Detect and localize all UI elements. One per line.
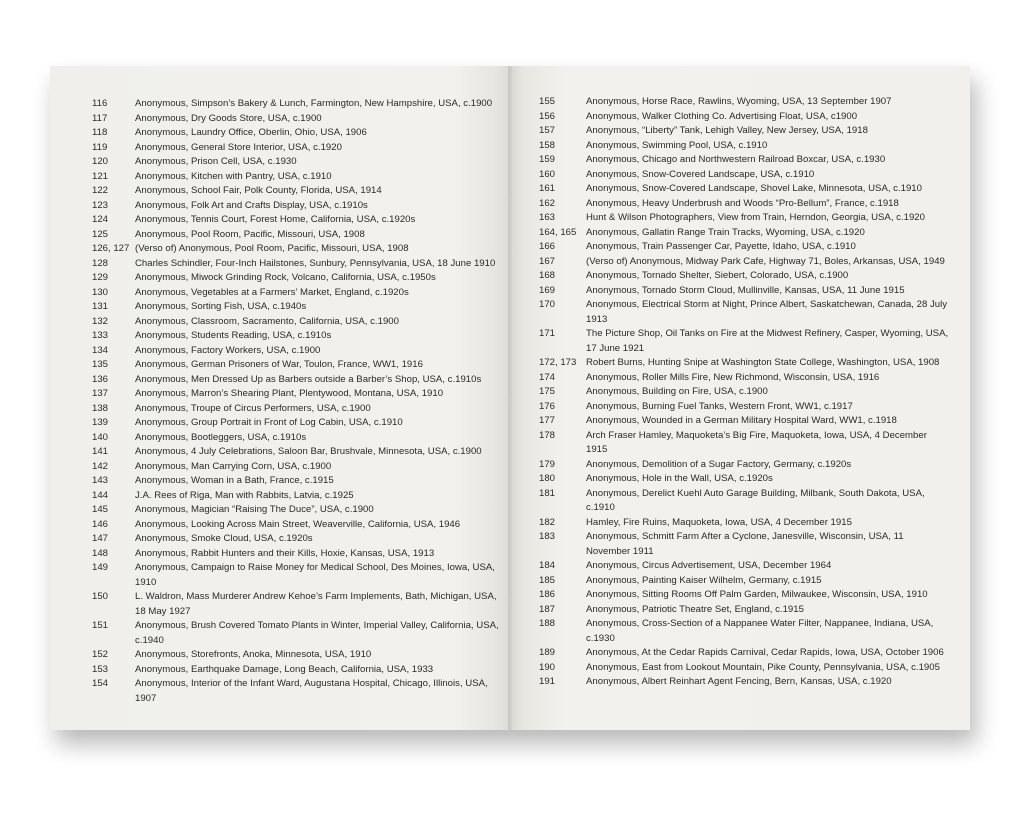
plate-caption: Anonymous, East from Lookout Mountain, Pike County, Pennsylvania, USA, c.1905 [586, 661, 940, 673]
plate-number: 141 [92, 446, 109, 457]
caption-entry [92, 503, 500, 518]
caption-entry [92, 358, 500, 373]
plate-caption: (Verso of) Anonymous, Pool Room, Pacific, Missouri, USA, 1908 [135, 243, 409, 254]
plate-number: 119 [92, 141, 108, 153]
plate-caption: Anonymous, Vegetables at a Farmers’ Market, England, c.1920s [135, 286, 409, 298]
plate-caption: Anonymous, Miwock Grinding Rock, Volcano, California, USA, c.1950s [135, 272, 436, 283]
binding-stitch [509, 196, 511, 202]
plate-number: 191 [539, 676, 556, 687]
plate-caption: Anonymous, Men Dressed Up as Barbers outside a Barber’s Shop, USA, c.1910s [135, 373, 482, 385]
plate-number: 148 [92, 547, 109, 559]
plate-caption: Anonymous, Sorting Fish, USA, c.1940s [135, 301, 307, 312]
plate-caption: Anonymous, Albert Reinhart Agent Fencing, Bern, Kansas, USA, c.1920 [586, 676, 892, 687]
plate-number: 172, 173 [539, 357, 577, 368]
plate-number: 132 [92, 315, 109, 327]
caption-entry [92, 286, 500, 301]
caption-entry [539, 617, 949, 646]
plate-number: 188 [539, 618, 556, 629]
plate-number: 124 [92, 214, 109, 225]
caption-entry [539, 414, 949, 429]
plate-caption: Anonymous, Tennis Court, Forest Home, California, USA, c.1920s [135, 214, 416, 225]
plate-caption: Anonymous, Circus Advertisement, USA, December 1964 [586, 560, 832, 571]
plate-number: 154 [92, 678, 109, 689]
plate-caption: Anonymous, Chicago and Northwestern Railroad Boxcar, USA, c.1930 [586, 154, 886, 165]
binding-stitch [509, 396, 511, 402]
plate-caption: L. Waldron, Mass Murderer Andrew Kehoe’s Farm Implements, Bath, Michigan, USA, 18 May 1927 [135, 591, 497, 617]
plate-number: 135 [92, 359, 109, 370]
plate-number: 168 [539, 270, 556, 281]
right-caption-list [539, 95, 949, 690]
plate-caption: Anonymous, Kitchen with Pantry, USA, c.1910 [135, 170, 332, 182]
caption-entry [539, 139, 949, 154]
plate-number: 120 [92, 156, 109, 167]
plate-caption: The Picture Shop, Oil Tanks on Fire at the Midwest Refinery, Casper, Wyoming, USA, 17 June 1921 [586, 328, 949, 354]
plate-number: 176 [539, 400, 556, 412]
caption-entry [539, 110, 949, 125]
plate-caption: Anonymous, Derelict Kuehl Auto Garage Building, Milbank, South Dakota, USA, c.1910 [586, 487, 925, 513]
plate-caption: Hunt & Wilson Photographers, View from Train, Herndon, Georgia, USA, c.1920 [586, 212, 925, 223]
caption-entry [539, 530, 949, 559]
plate-caption: Anonymous, Group Portrait in Front of Log Cabin, USA, c.1910 [135, 417, 403, 428]
plate-number: 155 [539, 96, 556, 107]
plate-number: 134 [92, 344, 109, 356]
plate-number: 178 [539, 429, 556, 441]
plate-number: 159 [539, 154, 556, 165]
caption-entry [92, 112, 500, 127]
caption-entry [539, 153, 949, 168]
open-book [50, 66, 970, 730]
caption-entry [92, 141, 500, 156]
plate-caption: Anonymous, Students Reading, USA, c.1910s [135, 330, 332, 341]
caption-entry [539, 255, 949, 270]
plate-caption: Anonymous, Storefronts, Anoka, Minnesota, USA, 1910 [135, 649, 372, 660]
caption-entry [92, 271, 500, 286]
caption-entry [539, 516, 949, 531]
plate-caption: Anonymous, General Store Interior, USA, c.1920 [135, 141, 342, 153]
plate-caption: Anonymous, Pool Room, Pacific, Missouri, USA, 1908 [135, 228, 365, 240]
plate-number: 122 [92, 185, 109, 196]
caption-entry [92, 213, 500, 228]
plate-number: 130 [92, 286, 109, 298]
caption-entry [92, 460, 500, 475]
plate-number: 163 [539, 212, 556, 223]
plate-caption: Anonymous, Folk Art and Crafts Display, USA, c.1910s [135, 199, 368, 211]
caption-entry [539, 240, 949, 255]
caption-entry [92, 387, 500, 402]
plate-caption: Anonymous, Heavy Underbrush and Woods “Pro-Bellum”, France, c.1918 [586, 197, 899, 209]
plate-caption: Anonymous, School Fair, Polk County, Florida, USA, 1914 [135, 185, 382, 196]
plate-caption: Anonymous, Marron’s Shearing Plant, Plentywood, Montana, USA, 1910 [135, 388, 444, 399]
plate-number: 166 [539, 241, 556, 252]
caption-entry [539, 559, 949, 574]
plate-number: 174 [539, 371, 556, 383]
caption-entry [539, 371, 949, 386]
plate-caption: Anonymous, Laundry Office, Oberlin, Ohio, USA, 1906 [135, 127, 367, 138]
caption-entry [92, 416, 500, 431]
plate-caption: Anonymous, Painting Kaiser Wilhelm, Germany, c.1915 [586, 574, 822, 586]
plate-caption: Anonymous, German Prisoners of War, Toulon, France, WW1, 1916 [135, 359, 423, 370]
plate-number: 186 [539, 589, 556, 600]
plate-number: 145 [92, 504, 109, 515]
plate-number: 146 [92, 518, 109, 530]
plate-number: 143 [92, 475, 109, 486]
caption-entry [539, 429, 949, 458]
caption-entry [92, 445, 500, 460]
right-page [510, 66, 970, 730]
plate-number: 153 [92, 663, 109, 675]
caption-entry [92, 344, 500, 359]
plate-number: 151 [92, 620, 109, 631]
caption-entry [92, 373, 500, 388]
plate-caption: Anonymous, Cross-Section of a Nappanee Water Filter, Nappanee, Indiana, USA, c.1930 [586, 618, 934, 644]
plate-number: 179 [539, 458, 556, 470]
plate-number: 170 [539, 299, 556, 310]
plate-caption: Anonymous, Rabbit Hunters and their Kills, Hoxie, Kansas, USA, 1913 [135, 547, 435, 559]
plate-number: 139 [92, 417, 109, 428]
caption-entry [92, 329, 500, 344]
plate-number: 182 [539, 516, 556, 528]
plate-caption: Anonymous, Bootleggers, USA, c.1910s [135, 431, 307, 443]
plate-caption: Robert Burns, Hunting Snipe at Washington State College, Washington, USA, 1908 [586, 357, 940, 368]
plate-caption: Anonymous, Horse Race, Rawlins, Wyoming, USA, 13 September 1907 [586, 96, 892, 107]
caption-entry [539, 95, 949, 110]
plate-caption: Anonymous, Electrical Storm at Night, Prince Albert, Saskatchewan, Canada, 28 July 1913 [586, 299, 948, 325]
plate-number: 131 [92, 301, 109, 312]
plate-number: 158 [539, 139, 556, 151]
plate-caption: Anonymous, Troupe of Circus Performers, USA, c.1900 [135, 402, 371, 414]
plate-number: 136 [92, 373, 109, 385]
plate-caption: Charles Schindler, Four-Inch Hailstones, Sunbury, Pennsylvania, USA, 18 June 1910 [135, 257, 496, 269]
plate-caption: Anonymous, “Liberty” Tank, Lehigh Valley, New Jersey, USA, 1918 [586, 125, 868, 136]
caption-entry [92, 199, 500, 214]
plate-caption: Anonymous, Snow-Covered Landscape, Shovel Lake, Minnesota, USA, c.1910 [586, 183, 922, 194]
caption-entry [539, 284, 949, 299]
caption-entry [92, 257, 500, 272]
plate-number: 189 [539, 647, 556, 658]
caption-entry [539, 182, 949, 197]
caption-entry [539, 385, 949, 400]
plate-number: 121 [92, 170, 109, 182]
caption-entry [539, 675, 949, 690]
plate-number: 149 [92, 562, 109, 573]
plate-number: 190 [539, 661, 556, 673]
plate-number: 183 [539, 531, 556, 542]
caption-entry [539, 400, 949, 415]
plate-caption: Anonymous, Prison Cell, USA, c.1930 [135, 156, 297, 167]
plate-caption: Anonymous, Wounded in a German Military Hospital Ward, WW1, c.1918 [586, 415, 897, 426]
caption-entry [539, 124, 949, 139]
plate-caption: Anonymous, Interior of the Infant Ward, Augustana Hospital, Chicago, Illinois, USA, 1907 [135, 678, 488, 704]
plate-number: 116 [92, 98, 108, 109]
plate-number: 138 [92, 402, 109, 414]
caption-entry [539, 226, 949, 241]
plate-number: 144 [92, 489, 109, 501]
plate-caption: Anonymous, Simpson’s Bakery & Lunch, Farmington, New Hampshire, USA, c.1900 [135, 98, 493, 109]
plate-number: 133 [92, 330, 109, 341]
caption-entry [539, 472, 949, 487]
left-page [50, 66, 510, 730]
caption-entry [539, 458, 949, 473]
caption-entry [92, 619, 500, 648]
plate-caption: Anonymous, Walker Clothing Co. Advertising Float, USA, c1900 [586, 110, 858, 122]
caption-entry [92, 97, 500, 112]
caption-entry [539, 588, 949, 603]
plate-number: 184 [539, 560, 556, 571]
plate-caption: Anonymous, Schmitt Farm After a Cyclone, Janesville, Wisconsin, USA, 11 November 1911 [586, 531, 904, 557]
caption-entry [92, 170, 500, 185]
caption-entry [539, 603, 949, 618]
plate-number: 137 [92, 388, 109, 399]
plate-number: 169 [539, 284, 556, 296]
plate-caption: J.A. Rees of Riga, Man with Rabbits, Latvia, c.1925 [135, 489, 354, 501]
plate-caption: Anonymous, 4 July Celebrations, Saloon Bar, Brushvale, Minnesota, USA, c.1900 [135, 446, 482, 457]
plate-number: 162 [539, 197, 556, 209]
caption-entry [92, 126, 500, 141]
plate-caption: Anonymous, Looking Across Main Street, Weaverville, California, USA, 1946 [135, 518, 461, 530]
caption-entry [92, 242, 500, 257]
caption-entry [92, 648, 500, 663]
plate-caption: Anonymous, Woman in a Bath, France, c.1915 [135, 475, 334, 486]
plate-number: 175 [539, 386, 556, 397]
caption-entry [92, 677, 500, 706]
plate-caption: Anonymous, Man Carrying Corn, USA, c.1900 [135, 460, 332, 472]
plate-caption: Anonymous, Burning Fuel Tanks, Western Front, WW1, c.1917 [586, 400, 853, 412]
plate-caption: Anonymous, At the Cedar Rapids Carnival, Cedar Rapids, Iowa, USA, October 1906 [586, 647, 944, 658]
plate-number: 152 [92, 649, 109, 660]
caption-entry [539, 356, 949, 371]
plate-caption: Anonymous, Train Passenger Car, Payette, Idaho, USA, c.1910 [586, 241, 856, 252]
left-caption-list [92, 97, 500, 706]
plate-number: 177 [539, 415, 556, 426]
caption-entry [92, 547, 500, 562]
plate-number: 161 [539, 183, 556, 194]
plate-number: 185 [539, 574, 556, 586]
plate-number: 147 [92, 533, 109, 544]
binding-stitch [509, 596, 511, 602]
plate-caption: Anonymous, Tornado Storm Cloud, Mullinville, Kansas, USA, 11 June 1915 [586, 284, 905, 296]
caption-entry [92, 431, 500, 446]
caption-entry [539, 298, 949, 327]
plate-number: 187 [539, 603, 556, 615]
plate-caption: Anonymous, Swimming Pool, USA, c.1910 [586, 139, 768, 151]
plate-number: 171 [539, 328, 556, 339]
plate-caption: Anonymous, Tornado Shelter, Siebert, Colorado, USA, c.1900 [586, 270, 849, 281]
plate-caption: Anonymous, Dry Goods Store, USA, c.1900 [135, 112, 322, 124]
caption-entry [92, 518, 500, 533]
plate-number: 126, 127 [92, 243, 130, 254]
caption-entry [539, 327, 949, 356]
caption-entry [92, 474, 500, 489]
plate-number: 128 [92, 257, 109, 269]
plate-number: 118 [92, 127, 108, 138]
caption-entry [539, 574, 949, 589]
caption-entry [539, 168, 949, 183]
plate-caption: (Verso of) Anonymous, Midway Park Cafe, Highway 71, Boles, Arkansas, USA, 1949 [586, 255, 945, 267]
plate-number: 117 [92, 112, 108, 124]
plate-caption: Anonymous, Classroom, Sacramento, California, USA, c.1900 [135, 315, 399, 327]
plate-number: 160 [539, 168, 556, 180]
caption-entry [539, 661, 949, 676]
plate-caption: Anonymous, Factory Workers, USA, c.1900 [135, 344, 321, 356]
plate-caption: Anonymous, Snow-Covered Landscape, USA, c.1910 [586, 168, 815, 180]
plate-number: 123 [92, 199, 109, 211]
caption-entry [92, 489, 500, 504]
caption-entry [92, 155, 500, 170]
plate-caption: Arch Fraser Hamley, Maquoketa’s Big Fire, Maquoketa, Iowa, USA, 4 December 1915 [586, 429, 927, 455]
plate-number: 125 [92, 228, 109, 240]
caption-entry [539, 197, 949, 212]
plate-number: 180 [539, 473, 556, 484]
plate-caption: Anonymous, Earthquake Damage, Long Beach, California, USA, 1933 [135, 663, 434, 675]
plate-number: 167 [539, 255, 556, 267]
caption-entry [92, 300, 500, 315]
caption-entry [92, 663, 500, 678]
plate-number: 156 [539, 110, 556, 122]
plate-caption: Anonymous, Patriotic Theatre Set, England, c.1915 [586, 603, 804, 615]
caption-entry [92, 228, 500, 243]
plate-caption: Anonymous, Gallatin Range Train Tracks, Wyoming, USA, c.1920 [586, 226, 865, 238]
caption-entry [92, 590, 500, 619]
plate-number: 140 [92, 431, 109, 443]
caption-entry [92, 402, 500, 417]
plate-caption: Anonymous, Smoke Cloud, USA, c.1920s [135, 533, 313, 544]
plate-number: 181 [539, 487, 556, 499]
caption-entry [92, 561, 500, 590]
caption-entry [539, 646, 949, 661]
plate-caption: Anonymous, Brush Covered Tomato Plants in Winter, Imperial Valley, California, USA, c.1940 [135, 620, 499, 646]
plate-caption: Anonymous, Campaign to Raise Money for Medical School, Des Moines, Iowa, USA, 1910 [135, 562, 495, 588]
plate-caption: Anonymous, Magician “Raising The Duce”, USA, c.1900 [135, 504, 374, 515]
plate-caption: Hamley, Fire Ruins, Maquoketa, Iowa, USA, 4 December 1915 [586, 516, 852, 528]
caption-entry [539, 487, 949, 516]
plate-number: 150 [92, 591, 109, 602]
plate-number: 129 [92, 272, 109, 283]
plate-caption: Anonymous, Building on Fire, USA, c.1900 [586, 386, 768, 397]
caption-entry [92, 315, 500, 330]
caption-entry [539, 211, 949, 226]
plate-caption: Anonymous, Demolition of a Sugar Factory, Germany, c.1920s [586, 458, 852, 470]
plate-caption: Anonymous, Roller Mills Fire, New Richmond, Wisconsin, USA, 1916 [586, 371, 880, 383]
plate-number: 157 [539, 125, 556, 136]
caption-entry [92, 184, 500, 199]
plate-caption: Anonymous, Hole in the Wall, USA, c.1920s [586, 473, 773, 484]
plate-number: 164, 165 [539, 226, 577, 238]
caption-entry [539, 269, 949, 284]
plate-caption: Anonymous, Sitting Rooms Off Palm Garden, Milwaukee, Wisconsin, USA, 1910 [586, 589, 928, 600]
plate-number: 142 [92, 460, 109, 472]
caption-entry [92, 532, 500, 547]
